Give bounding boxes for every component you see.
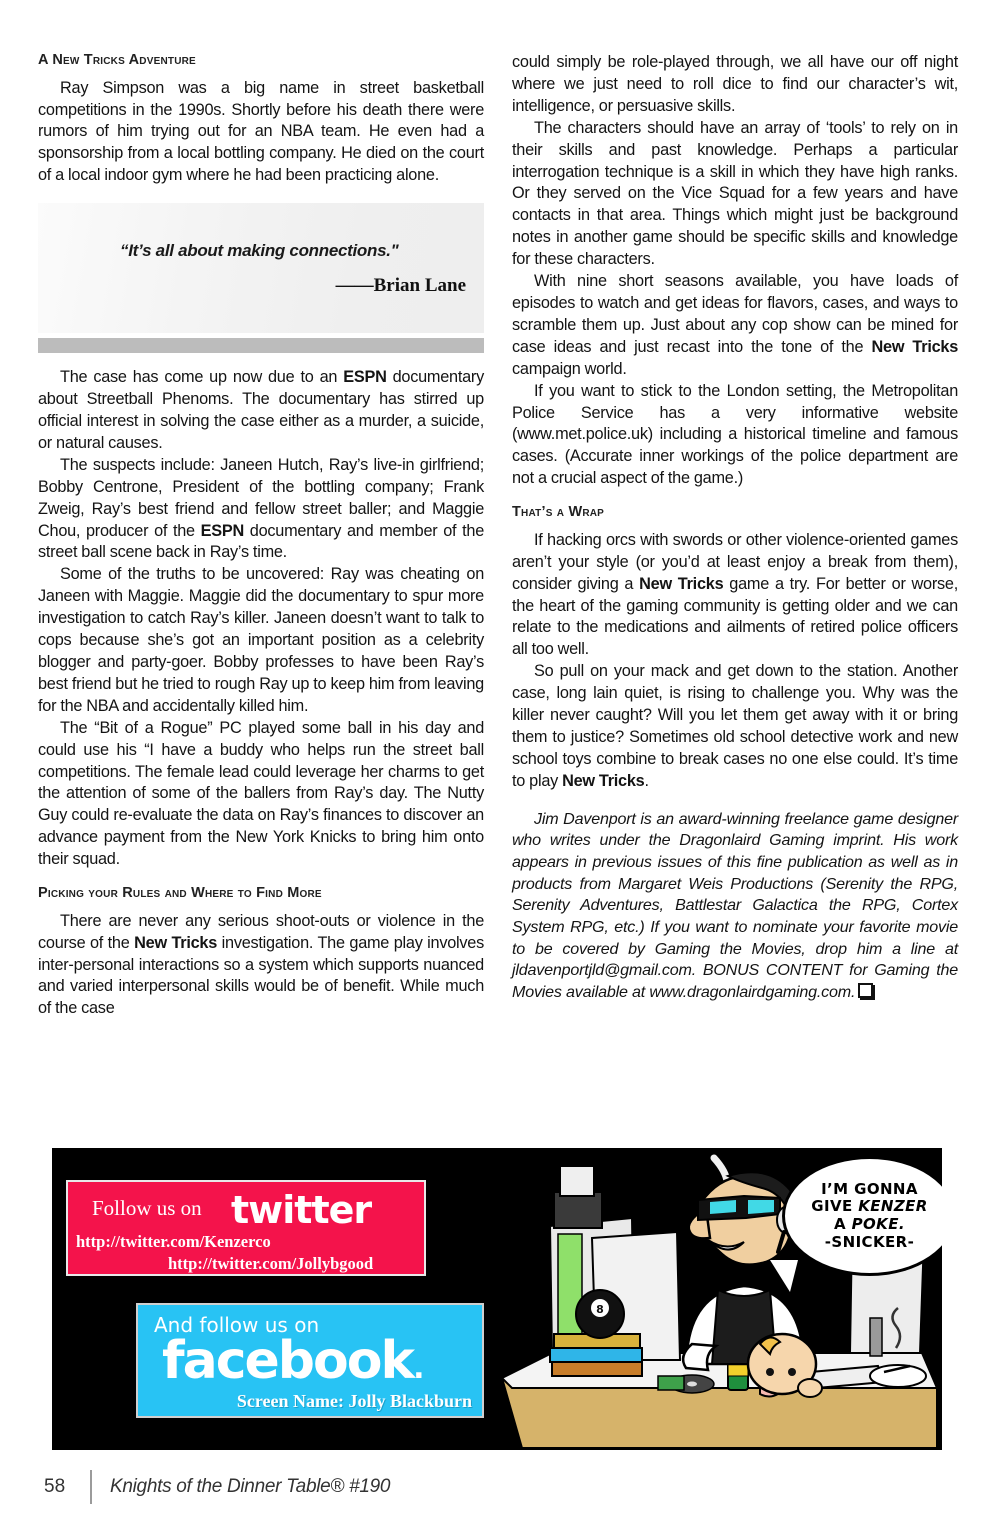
- text-run: The suspects include: Janeen Hutch, Ray’s live-in girlfriend; Bobby Centrone, President of the bottling company; Frank Zweig, Ray’s best friend and fellow street baller; and Maggie Chou, producer of the: [38, 455, 484, 540]
- text-run: If hacking orcs with swords or other violence-oriented games aren’t your style (or you’d at least enjoy a break from them), consider giving a: [512, 530, 958, 593]
- text-run: investigation. The game play involves inter-personal interactions so a system which supports nuanced and varied interpersonal skills would be of benefit. While much of the case: [38, 933, 485, 1018]
- text-run: There are never any serious shoot-outs or violence in the course of the: [38, 911, 484, 952]
- bubble-line-2-emph: KENZER: [858, 1197, 928, 1216]
- paragraph-pull-on-your-mack: [512, 661, 958, 792]
- author-bio: [512, 809, 958, 1004]
- bold-espn: ESPN: [200, 521, 244, 540]
- paragraph-bit-of-a-rogue: The “Bit of a Rogue” PC played some ball in his day and could use his “I have a buddy who helps run the street ball competitions. The female lead could leverage her charms to get the attention of some of the ballers from Ray’s day. The Nutty Guy could re-evaluate the data on Ray’s finances to discover an advance payment from the New York Knicks to bring him onto their squad.: [38, 718, 484, 869]
- article-columns: [38, 52, 958, 1092]
- bold-new-tricks: New Tricks: [562, 771, 645, 790]
- text-run: The case has come up now due to an: [60, 368, 344, 387]
- facebook-promo-box[interactable]: [136, 1303, 484, 1418]
- left-column: [38, 52, 484, 1092]
- bubble-line-1: I’M GONNA: [821, 1179, 918, 1198]
- facebook-logo: [162, 1331, 423, 1391]
- page-number: 58: [44, 1476, 66, 1497]
- facebook-logo-text: facebook: [162, 1331, 414, 1391]
- bio-text: Jim Davenport is an award-winning freelance game designer who writes under the Dragonlaird Gaming imprint. His work appears in previous issues of this fine publication as well as in products from Margaret Weis Productions (Serenity the RPG, Serenity Adventures, Battlestar Galactica the RPG, Cortex System RPG, etc.) If you want to nominate your favorite movie to be covered by Gaming the Movies, drop him a line at jldavenportjld@gmail.com. BONUS CONTENT for Gaming the Movies available at www.dragonlairdgaming.com.: [512, 809, 958, 1001]
- pullquote-gray-bar: [38, 338, 484, 353]
- speech-bubble-tail: [770, 1260, 798, 1292]
- paragraph-espn-documentary: [38, 367, 484, 455]
- paragraph-role-played: could simply be role-played through, we all have our off night where we just need to roll dice to find our character’s wit, intelligence, or persuasive skills.: [512, 53, 958, 115]
- twitter-promo-box[interactable]: [66, 1180, 426, 1276]
- heading-picking-your-rules: Picking your Rules and Where to Find More: [38, 885, 322, 902]
- bold-new-tricks: New Tricks: [134, 933, 218, 952]
- page-footer: [44, 1470, 390, 1504]
- facebook-follow-label: And follow us on: [154, 1313, 320, 1337]
- paragraph-ray-simpson: Ray Simpson was a big name in street basketball competitions in the 1990s. Shortly before his death there were rumors of him trying out for an NBA team. He even had a sponsorship from a local bottling company. He died on the court of a local indoor gym where he had been practicing alone.: [38, 78, 484, 185]
- twitter-follow-label: Follow us on: [92, 1196, 202, 1220]
- twitter-url-kenzerco[interactable]: http://twitter.com/Kenzerco: [76, 1232, 271, 1251]
- bubble-line-3-emph: POKE.: [851, 1215, 905, 1233]
- bold-new-tricks: New Tricks: [871, 337, 959, 356]
- text-run: .: [644, 771, 649, 790]
- paragraph-characters-tools: The characters should have an array of ‘tools’ to rely on in their skills and past knowledge. Perhaps a particular interrogation technique is a skill in which they have high ranks. Or they served on the Vice Squad for a few years and have contacts in that area. Things which might just be background notes in another game should be specific skills and knowledge for these characters.: [512, 118, 958, 269]
- twitter-logo: twitter: [231, 1188, 372, 1232]
- text-run: documentary about Streetball Phenoms. The documentary has stirred up official interest in solving the case either as a murder, a suicide, or natural causes.: [38, 368, 484, 452]
- cartoon-illustration: [492, 1148, 942, 1450]
- pullquote-text: “It’s all about making connections.": [120, 241, 399, 261]
- bubble-line-3-plain: A: [834, 1215, 852, 1233]
- right-column: [512, 52, 958, 1092]
- footer-divider: [90, 1470, 92, 1504]
- speech-bubble-text: [811, 1181, 927, 1252]
- paragraph-no-shootouts: [38, 911, 484, 1021]
- pullquote-attribution: ——Brian Lane: [335, 275, 466, 297]
- end-mark-icon: [858, 983, 873, 998]
- publication-title: Knights of the Dinner Table® #190: [110, 1476, 391, 1497]
- text-run: campaign world.: [512, 359, 627, 378]
- advertisement-panel: [52, 1148, 942, 1450]
- paragraph-london-setting: If you want to stick to the London setting, the Metropolitan Police Service has a very informative website (www.met.police.uk) including a historical timeline and famous cases. (Accurate inner workings of the police department are not a crucial aspect of the game.): [512, 381, 958, 488]
- facebook-screen-name: Screen Name: Jolly Blackburn: [236, 1391, 472, 1411]
- paragraph-truths: Some of the truths to be uncovered: Ray was cheating on Janeen with Maggie. Maggie did the documentary to spur more investigation to catch Ray’s killer. Janeen doesn’t want to talk to cops because she’s got an important position as a celebrity blogger and party-goer. Bobby professes to have been Ray’s best friend but he tried to rough Ray up to keep him from leaving for the NBA and accidentally killed him.: [38, 565, 484, 715]
- paragraph-nine-seasons: [512, 271, 958, 381]
- bold-espn: ESPN: [343, 368, 387, 387]
- text-run: documentary and member of the street ball scene back in Ray’s time.: [38, 521, 484, 562]
- text-run: game a try. For better or worse, the heart of the gaming community is getting older and we can relate to the medications and ailments of retired police officers all too well.: [512, 574, 958, 659]
- twitter-url-jollybgood[interactable]: http://twitter.com/Jollybgood: [168, 1254, 374, 1273]
- text-run: With nine short seasons available, you have loads of episodes to watch and get ideas for flavors, cases, and ways to scramble them up. Just about any cop show can be mined for case ideas and just recast into the tone of the: [512, 272, 958, 356]
- heading-a-new-tricks-adventure: A New Tricks Adventure: [38, 52, 196, 68]
- svg-text:8: 8: [596, 1303, 604, 1316]
- bold-new-tricks: New Tricks: [639, 574, 724, 593]
- bubble-line-2-plain: GIVE: [811, 1197, 859, 1216]
- paragraph-hacking-orcs: [512, 530, 958, 661]
- bubble-line-4: -SNICKER-: [824, 1232, 915, 1251]
- text-run: So pull on your mack and get down to the station. Another case, long lain quiet, is rising to challenge you. Why was the killer never caught? Will you let them get away with it or bring them to justice? Sometimes old school detective work and new school toys combine to break cases no one else could. It’s time to play: [512, 662, 958, 790]
- heading-thats-a-wrap: That’s a Wrap: [512, 504, 605, 521]
- pullquote-block: [38, 203, 484, 353]
- pullquote-panel: [38, 203, 484, 333]
- paragraph-suspects: [38, 455, 484, 565]
- facebook-logo-dot: .: [413, 1351, 423, 1386]
